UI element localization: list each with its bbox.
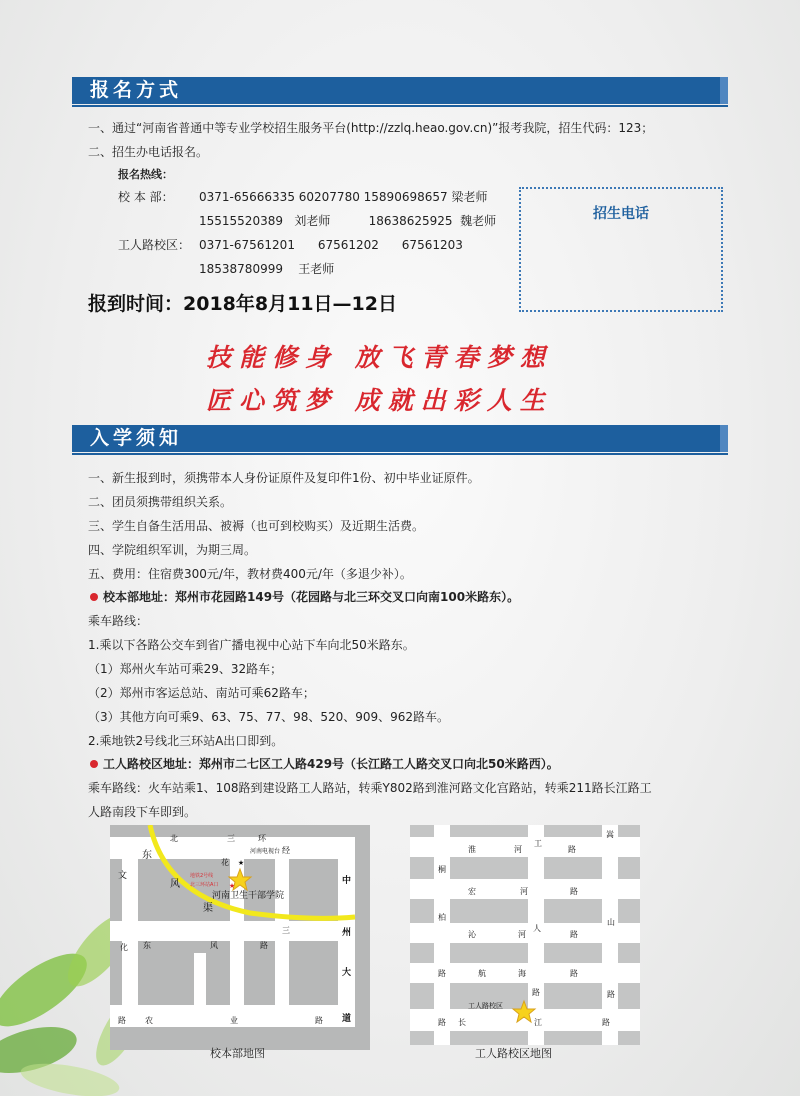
map1-label: 花 (221, 858, 229, 867)
map1-label: 地铁2号线 (190, 873, 214, 879)
map1-label: 大 (342, 968, 352, 978)
notice-item: 三、学生自备生活用品、被褥（也可到校购买）及近期生活费。 (88, 519, 425, 533)
map2-label: 路 (570, 930, 578, 939)
main-campus-address: 校本部地址：郑州市花园路149号（花园路与北三环交叉口向南100米路东）。 (103, 590, 520, 604)
signup-method-2: 二、招生办电话报名。 (88, 145, 209, 159)
gongren-campus-phones-2: 18538780999 王老师 (199, 262, 335, 276)
notice-item: 一、新生报到时，须携带本人身份证原件及复印件1份、初中毕业证原件。 (88, 471, 480, 485)
map1-caption: 校本部地图 (210, 1047, 265, 1060)
map2-label: 江 (534, 1018, 542, 1027)
map1-label: 环 (258, 834, 266, 843)
map1-label: 路 (260, 941, 268, 950)
map2-label: 人 (533, 924, 541, 933)
main-campus-phones-2: 15515520389 刘老师 18638625925 魏老师 (199, 214, 497, 228)
map1-label: 道 (342, 1014, 352, 1024)
route-line: 2.乘地铁2号线北三环站A出口即到。 (88, 734, 284, 748)
map2-label: 海 (518, 969, 526, 978)
map2-label: 河 (520, 887, 528, 896)
map2-caption: 工人路校区地图 (475, 1047, 552, 1060)
map1-label: 化 (120, 943, 128, 952)
map2-label: 河 (514, 845, 522, 854)
map1-label: 文 (118, 871, 128, 881)
route-line: （2）郑州市客运总站、南站可乘62路车； (88, 686, 315, 700)
map1-label: 三 (227, 834, 235, 843)
map1-label: 河南电视台 (250, 848, 281, 855)
signup-section-title: 报名方式 (90, 79, 183, 101)
map1-label: 路 (315, 1016, 323, 1025)
route-line: 1.乘以下各路公交车到省广播电视中心站下车向北50米路东。 (88, 638, 415, 652)
map2-label: 路 (568, 845, 576, 854)
notice-section-title: 入学须知 (90, 427, 183, 449)
map2-label: 航 (478, 969, 486, 978)
signup-method-1: 一、通过“河南省普通中等专业学校招生服务平台(http://zzlq.heao.gov.cn)”报考我院，招生代码：123； (88, 121, 654, 135)
map2-label: 工 (534, 839, 542, 848)
map2-label: 路 (532, 988, 540, 997)
gongren-route-line-2: 人路南段下车即到。 (88, 805, 197, 819)
map1-label: 州 (342, 928, 352, 938)
map2-label: 路 (570, 887, 578, 896)
map2-label: 路 (602, 1018, 610, 1027)
slogan-1: 技能修身 放飞青春梦想 (206, 343, 553, 372)
map1-label: 风 (210, 941, 218, 950)
gongren-campus-address: 工人路校区地址：郑州市二七区工人路429号（长江路工人路交叉口向北50米路西）。 (103, 757, 559, 771)
map1-label: 农 (145, 1016, 153, 1025)
map1-label: 经 (282, 846, 290, 855)
map1-label: 北 (170, 834, 178, 843)
map2-label: 沁 (468, 930, 476, 939)
map2-label: 路 (438, 969, 446, 978)
gongren-campus-map (410, 825, 640, 1045)
map1-label: 渠 (203, 903, 213, 914)
map2-label: 嵩 (606, 830, 614, 839)
metro-marker: ★ (228, 882, 236, 890)
route-label: 乘车路线： (88, 614, 149, 628)
map1-label: 东 (142, 850, 152, 861)
bullet-dot (90, 760, 98, 768)
map2-label: 宏 (468, 887, 476, 896)
main-campus-phones-1: 0371-65666335 60207780 15890698657 梁老师 (199, 190, 488, 204)
notice-item: 五、费用：住宿费300元/年，教材费400元/年（多退少补）。 (88, 567, 412, 581)
map2-label: 工人路校区 (468, 1002, 503, 1010)
notice-item: 二、团员须携带组织关系。 (88, 495, 233, 509)
tv-station-marker: ★ (237, 859, 245, 867)
map1-label: 东 (143, 941, 151, 950)
notice-item: 四、学院组织军训，为期三周。 (88, 543, 257, 557)
main-campus-map (110, 825, 370, 1050)
slogan-2: 匠心筑梦 成就出彩人生 (206, 386, 553, 415)
map1-label: 中 (342, 876, 352, 886)
map2-label: 山 (607, 918, 615, 927)
notice-section-header (72, 425, 728, 456)
map1-label: 三 (282, 926, 290, 935)
gongren-route-line-1: 乘车路线：火车站乘1、108路到建设路工人路站，转乘Y802路到淮河路文化宫路站，转乘211路长江路工 (88, 781, 652, 795)
map1-label: 北三环站A口 (190, 882, 219, 888)
map2-label: 路 (438, 1018, 446, 1027)
map2-label: 河 (518, 930, 526, 939)
report-time: 报到时间：2018年8月11日—12日 (88, 293, 397, 315)
main-campus-label: 校 本 部： (118, 190, 174, 204)
gongren-campus-phones-1: 0371-67561201 67561202 67561203 (199, 238, 463, 252)
hotline-label: 报名热线： (118, 168, 173, 181)
route-line: （3）其他方向可乘9、63、75、77、98、520、909、962路车。 (88, 710, 450, 724)
map1-label: 业 (230, 1016, 238, 1025)
bullet-dot (90, 593, 98, 601)
phone-box (519, 187, 723, 312)
map1-label: 路 (118, 1016, 126, 1025)
map2-label: 路 (570, 969, 578, 978)
map2-label: 淮 (468, 845, 476, 854)
map2-label: 柏 (438, 913, 446, 922)
phone-box-label: 招生电话 (593, 206, 649, 222)
map2-label: 路 (607, 990, 615, 999)
map1-label: 风 (170, 879, 180, 890)
signup-section-header (72, 77, 728, 108)
map2-label: 长 (458, 1018, 466, 1027)
map1-label: 河南卫生干部学院 (212, 891, 285, 901)
gongren-campus-label: 工人路校区： (118, 238, 191, 252)
route-line: （1）郑州火车站可乘29、32路车； (88, 662, 283, 676)
map2-label: 桐 (438, 865, 446, 874)
